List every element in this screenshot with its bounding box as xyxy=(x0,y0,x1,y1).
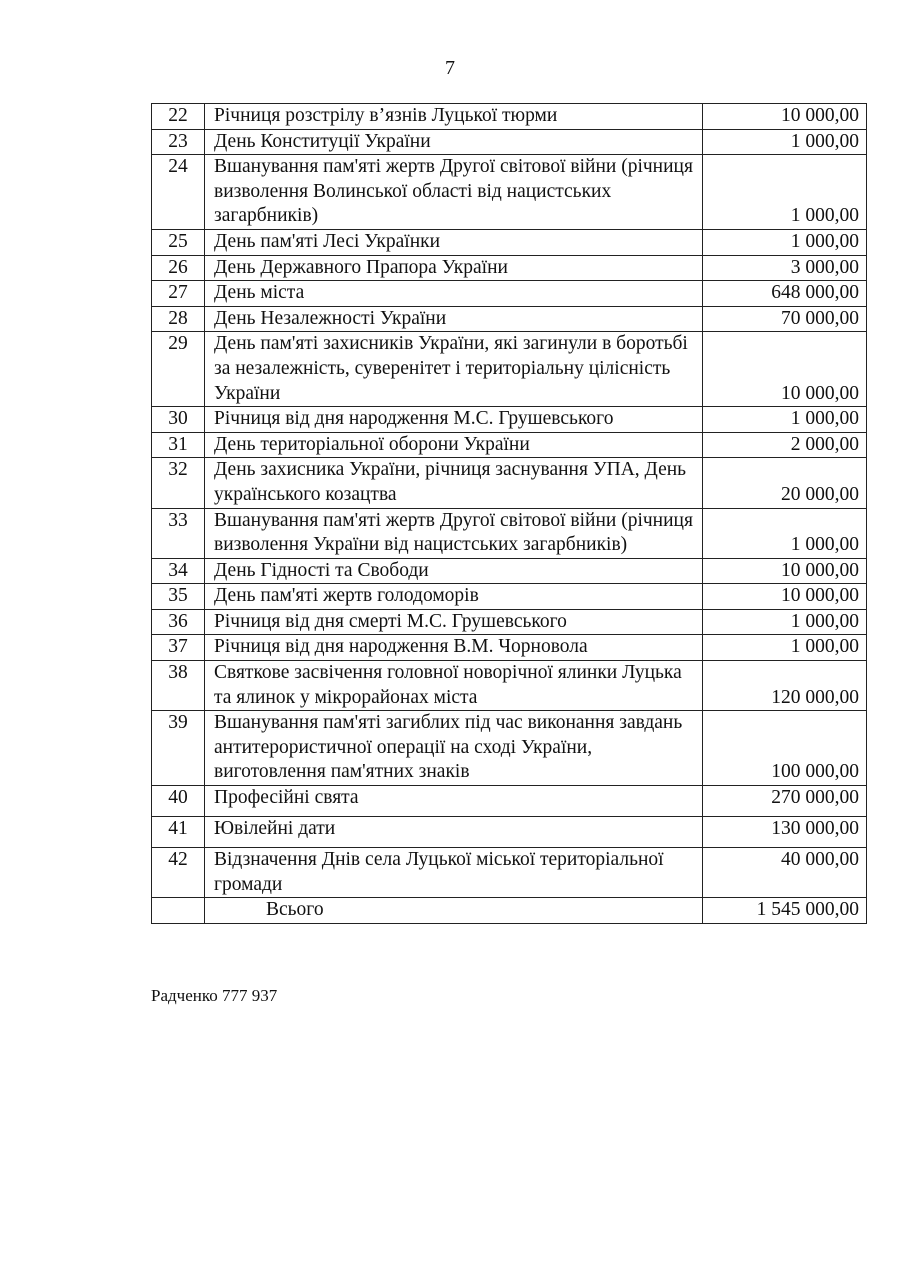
event-amount: 20 000,00 xyxy=(703,458,867,508)
events-budget-table xyxy=(151,103,867,924)
event-amount: 130 000,00 xyxy=(703,817,867,848)
table-row xyxy=(152,508,867,558)
row-number: 27 xyxy=(152,281,205,307)
total-amount: 1 545 000,00 xyxy=(703,898,867,924)
table-row xyxy=(152,635,867,661)
event-name: День територіальної оборони України xyxy=(205,432,703,458)
event-name: Професійні свята xyxy=(205,786,703,817)
table-row xyxy=(152,584,867,610)
table-row xyxy=(152,609,867,635)
event-amount: 10 000,00 xyxy=(703,332,867,407)
event-name: Ювілейні дати xyxy=(205,817,703,848)
event-amount: 10 000,00 xyxy=(703,558,867,584)
table-row xyxy=(152,104,867,130)
table-row xyxy=(152,229,867,255)
event-name: Вшанування пам'яті жертв Другої світової війни (річниця визволення Волинської області від нацистських загарбників) xyxy=(205,155,703,230)
event-amount: 3 000,00 xyxy=(703,255,867,281)
row-number: 29 xyxy=(152,332,205,407)
table-row xyxy=(152,711,867,786)
row-number: 33 xyxy=(152,508,205,558)
row-number: 37 xyxy=(152,635,205,661)
event-name: Річниця розстрілу в’язнів Луцької тюрми xyxy=(205,104,703,130)
event-amount: 100 000,00 xyxy=(703,711,867,786)
row-number-empty xyxy=(152,898,205,924)
event-amount: 40 000,00 xyxy=(703,848,867,898)
event-amount: 1 000,00 xyxy=(703,229,867,255)
event-name: День Незалежності України xyxy=(205,306,703,332)
event-name: День Державного Прапора України xyxy=(205,255,703,281)
event-amount: 1 000,00 xyxy=(703,609,867,635)
event-name: Святкове засвічення головної новорічної ялинки Луцька та ялинок у мікрорайонах міста xyxy=(205,661,703,711)
row-number: 42 xyxy=(152,848,205,898)
table-row xyxy=(152,661,867,711)
table-row xyxy=(152,848,867,898)
event-amount: 1 000,00 xyxy=(703,635,867,661)
event-amount: 10 000,00 xyxy=(703,104,867,130)
row-number: 38 xyxy=(152,661,205,711)
row-number: 25 xyxy=(152,229,205,255)
table-row xyxy=(152,332,867,407)
event-name: Вшанування пам'яті загиблих під час виконання завдань антитерористичної операції на сході України, виготовлення пам'ятних знаків xyxy=(205,711,703,786)
event-name: День міста xyxy=(205,281,703,307)
table-row xyxy=(152,558,867,584)
row-number: 23 xyxy=(152,129,205,155)
row-number: 40 xyxy=(152,786,205,817)
event-name: Річниця від дня смерті М.С. Грушевського xyxy=(205,609,703,635)
event-amount: 120 000,00 xyxy=(703,661,867,711)
row-number: 28 xyxy=(152,306,205,332)
table-row xyxy=(152,458,867,508)
event-amount: 1 000,00 xyxy=(703,155,867,230)
total-label: Всього xyxy=(205,898,703,924)
row-number: 24 xyxy=(152,155,205,230)
event-amount: 1 000,00 xyxy=(703,129,867,155)
event-name: Річниця від дня народження В.М. Чорновола xyxy=(205,635,703,661)
event-name: День пам'яті жертв голодоморів xyxy=(205,584,703,610)
table-row xyxy=(152,155,867,230)
row-number: 30 xyxy=(152,407,205,433)
event-name: День пам'яті захисників України, які загинули в боротьбі за незалежність, суверенітет і територіальну цілісність України xyxy=(205,332,703,407)
row-number: 41 xyxy=(152,817,205,848)
event-amount: 1 000,00 xyxy=(703,407,867,433)
table-row xyxy=(152,129,867,155)
event-amount: 2 000,00 xyxy=(703,432,867,458)
table-row xyxy=(152,432,867,458)
table-row xyxy=(152,255,867,281)
event-amount: 270 000,00 xyxy=(703,786,867,817)
event-name: Відзначення Днів села Луцької міської територіальної громади xyxy=(205,848,703,898)
event-name: День Конституції України xyxy=(205,129,703,155)
row-number: 34 xyxy=(152,558,205,584)
event-amount: 648 000,00 xyxy=(703,281,867,307)
total-row xyxy=(152,898,867,924)
row-number: 26 xyxy=(152,255,205,281)
table-row xyxy=(152,817,867,848)
row-number: 32 xyxy=(152,458,205,508)
event-amount: 10 000,00 xyxy=(703,584,867,610)
signature-line: Радченко 777 937 xyxy=(151,986,278,1005)
event-name: День Гідності та Свободи xyxy=(205,558,703,584)
event-name: Річниця від дня народження М.С. Грушевського xyxy=(205,407,703,433)
row-number: 36 xyxy=(152,609,205,635)
event-amount: 70 000,00 xyxy=(703,306,867,332)
page-number: 7 xyxy=(445,57,455,79)
event-amount: 1 000,00 xyxy=(703,508,867,558)
row-number: 35 xyxy=(152,584,205,610)
event-name: День пам'яті Лесі Українки xyxy=(205,229,703,255)
row-number: 31 xyxy=(152,432,205,458)
table-row xyxy=(152,306,867,332)
event-name: День захисника України, річниця заснування УПА, День українського козацтва xyxy=(205,458,703,508)
row-number: 39 xyxy=(152,711,205,786)
table-row xyxy=(152,281,867,307)
row-number: 22 xyxy=(152,104,205,130)
table-row xyxy=(152,407,867,433)
table-row xyxy=(152,786,867,817)
event-name: Вшанування пам'яті жертв Другої світової війни (річниця визволення України від нацистських загарбників) xyxy=(205,508,703,558)
